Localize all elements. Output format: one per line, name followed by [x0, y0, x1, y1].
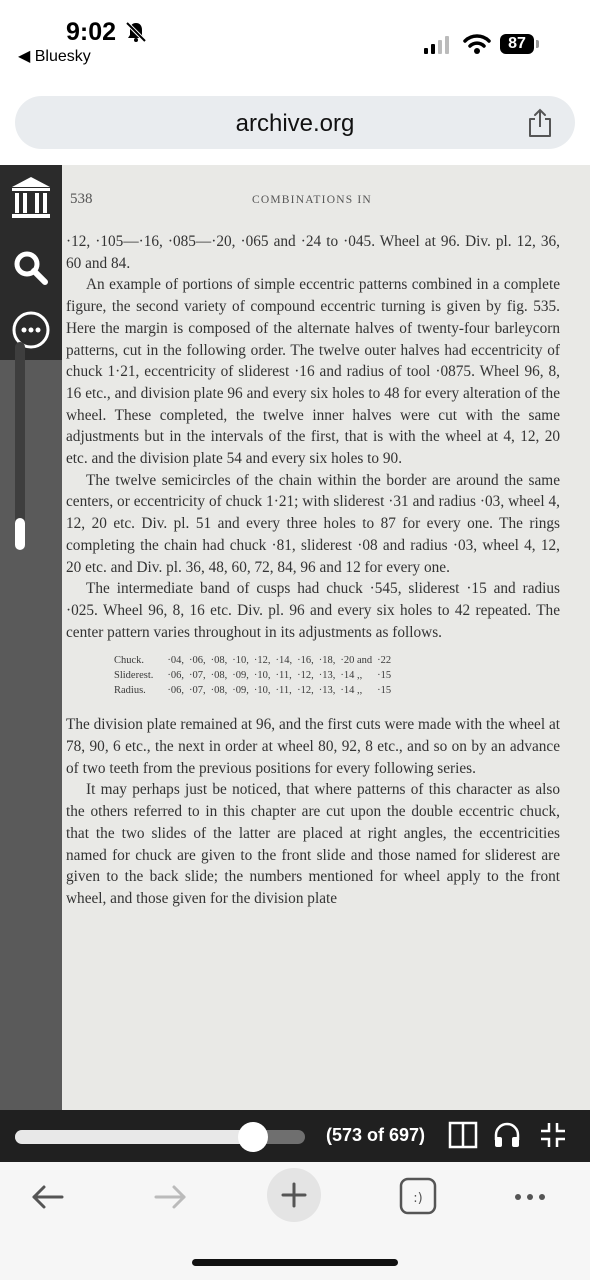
new-tab-icon[interactable] — [266, 1167, 322, 1228]
tabs-icon[interactable] — [398, 1176, 438, 1221]
table-cell: ·04, — [167, 655, 184, 667]
table-cell: ·14, — [275, 655, 293, 667]
battery-tip — [536, 40, 539, 48]
single-page-icon[interactable] — [448, 1120, 478, 1150]
viewer-sidebar — [0, 165, 62, 360]
row-label: Chuck. — [114, 655, 145, 667]
table-cell: ·14 ,, — [340, 670, 363, 682]
audio-icon[interactable] — [492, 1120, 522, 1150]
table-cell: ·09, — [232, 685, 249, 697]
silent-bell-icon — [125, 21, 147, 48]
table-cell: ·11, — [275, 670, 292, 682]
table-cell: ·12, — [297, 685, 314, 697]
running-head: COMBINATIONS IN — [252, 194, 372, 206]
back-to-app-link[interactable]: ◀ Bluesky — [18, 48, 91, 65]
table-cell: ·08, — [210, 685, 228, 697]
table-cell: ·13, — [318, 685, 336, 697]
table-cell: ·11, — [275, 685, 292, 697]
table-cell: ·08, — [210, 655, 228, 667]
page-header — [62, 191, 590, 211]
paragraph: The division plate remained at 96, and the first cuts were made with the wheel at 78, 90, 6 etc., the next in order at wheel 80, 92, 8 etc., and so on by an advance of two teeth from the previous positions for every following series. — [66, 716, 560, 777]
share-icon[interactable] — [527, 108, 553, 143]
more-icon[interactable] — [0, 299, 62, 361]
table-cell: ·08, — [210, 670, 228, 682]
page-slider-fill — [15, 1130, 253, 1144]
table-row — [114, 683, 396, 698]
table-cell: ·14 ,, — [340, 685, 363, 697]
wifi-icon — [463, 33, 491, 60]
url-text[interactable]: archive.org — [235, 110, 355, 137]
browser-address-area — [0, 80, 590, 165]
table-cell: ·12, — [297, 670, 314, 682]
page-count: (573 of 697) — [326, 1125, 426, 1145]
page-text — [66, 231, 560, 910]
table-cell: ·06, — [189, 655, 206, 667]
svg-text::): :) — [413, 1191, 423, 1206]
table-cell: ·12, — [253, 655, 271, 667]
table-cell: ·18, — [318, 655, 336, 667]
viewer-controls — [0, 1110, 590, 1162]
fullscreen-exit-icon[interactable] — [538, 1120, 568, 1150]
table-cell: ·07, — [189, 670, 206, 682]
paragraph: An example of portions of simple eccentric patterns combined in a complete figure, the second variety of compound eccentric turning is given by fig. 535. Here the margin is composed of the alternate halves of twenty-four barleycorn patterns, cut in the following order. The twelve outer halves had eccentricity of chuck 1·21, eccentricity of sliderest ·16 and radius of tool ·0875. Wheel 96, 8, 16 etc., and division plate 96 and every six holes to 48 for every alteration of the wheel. These completed, the twelve inner halves were cut with the same adjustments but in the intervals of the first, that is with the wheel at 4, 12, 20 etc. and the division plate 54 and every six holes to 90. — [66, 276, 560, 468]
adjustment-table — [114, 653, 396, 698]
table-cell: ·10, — [253, 670, 271, 682]
book-viewer[interactable] — [0, 165, 590, 1110]
status-time: 9:02 — [66, 18, 117, 46]
search-icon[interactable] — [0, 237, 62, 299]
book-page[interactable] — [62, 165, 590, 1110]
table-cell: ·13, — [318, 670, 336, 682]
page-number: 538 — [70, 191, 93, 207]
forward-arrow-icon[interactable] — [150, 1177, 190, 1222]
menu-dots-icon[interactable] — [510, 1177, 550, 1222]
table-row — [114, 653, 396, 668]
table-cell: ·09, — [232, 670, 249, 682]
table-cell: ·22 — [377, 655, 392, 667]
paragraph: The twelve semicircles of the chain within the border are around the same centers, or eccentricity of chuck 1·21; with sliderest ·31 and radius ·03, wheel 4, 12, 20 etc. Div. pl. 51 and every three holes to 87 for every one. The rings completing the chain had chuck ·81, sliderest ·08 and radius ·03, wheel 4, 12, 20 etc. and Div. pl. 36, 48, 60, 72, 84, 96 and 12 for every one. — [66, 471, 560, 576]
table-cell: ·06, — [167, 685, 184, 697]
table-cell: ·06, — [167, 670, 184, 682]
signal-icon — [424, 35, 452, 60]
battery-indicator: 87 — [500, 34, 534, 54]
table-cell: ·16, — [297, 655, 314, 667]
table-cell: ·10, — [253, 685, 271, 697]
status-bar — [0, 0, 590, 80]
page-slider-knob[interactable] — [238, 1122, 268, 1152]
table-cell: ·20 and — [340, 655, 373, 667]
row-label: Sliderest. — [114, 670, 154, 682]
table-cell: ·15 — [377, 670, 392, 682]
paragraph: ·12, ·105—·16, ·085—·20, ·065 and ·24 to ·045. Wheel at 96. Div. pl. 12, 36, 60 and 84. — [66, 233, 560, 272]
table-cell: ·15 — [377, 685, 392, 697]
row-label: Radius. — [114, 685, 146, 697]
table-cell: ·10, — [232, 655, 249, 667]
table-cell: ·07, — [189, 685, 206, 697]
home-indicator — [192, 1259, 398, 1266]
archive-logo-icon[interactable] — [0, 165, 62, 227]
back-arrow-icon[interactable] — [28, 1177, 68, 1222]
paragraph: It may perhaps just be noticed, that where patterns of this character as also the others referred to in this chapter are cut upon the double eccentric chuck, that the two slides of the latter are placed at right angles, the eccentricities named for chuck are given to the front slide and those named for sliderest are given to the back slide; the numbers mentioned for wheel apply to the front wheel, and those given for the division plate — [66, 781, 560, 907]
paragraph: The intermediate band of cusps had chuck ·545, sliderest ·15 and radius ·025. Wheel 96, 8, 16 etc. Div. pl. 96 and every six holes to 42 repeated. The center pattern varies throughout in its adjustments as follows. — [66, 580, 560, 641]
table-row — [114, 668, 396, 683]
scroll-thumb[interactable] — [15, 518, 25, 550]
